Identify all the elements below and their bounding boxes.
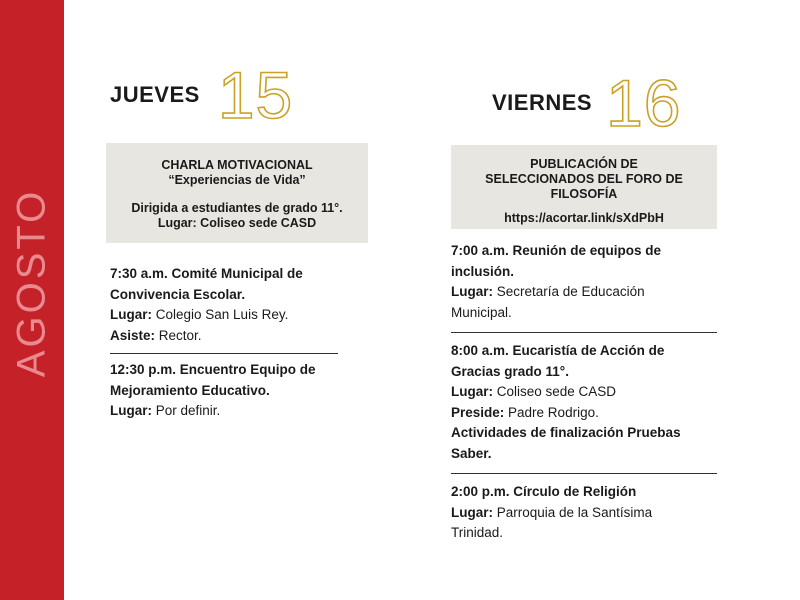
box-place: Lugar: Coliseo sede CASD	[157, 216, 317, 230]
box-link[interactable]: https://acortar.link/sXdPbH	[504, 211, 664, 225]
day-name: JUEVES	[110, 82, 200, 107]
day-header-friday	[492, 66, 682, 140]
event-title: 12:30 p.m. Encuentro Equipo de	[110, 362, 316, 377]
box-line: SELECCIONADOS DEL FORO DE	[485, 172, 683, 186]
event-place	[110, 305, 370, 326]
attend-value: Rector.	[155, 327, 202, 343]
event-title: 2:00 p.m. Círculo de Religión	[451, 484, 637, 499]
day-header-thursday	[110, 58, 294, 132]
event-title: Convivencia Escolar.	[110, 286, 246, 302]
month-sidebar	[0, 0, 64, 600]
event-entry	[110, 264, 370, 346]
event-entry	[451, 341, 719, 464]
event-title: Mejoramiento Educativo.	[110, 382, 270, 398]
box-line: FILOSOFÍA	[550, 187, 618, 201]
event-place-cont: Trinidad.	[451, 525, 504, 540]
divider	[451, 473, 717, 474]
divider	[451, 332, 717, 333]
preside-value: Padre Rodrigo.	[504, 404, 599, 420]
place-value: Por definir.	[152, 403, 221, 418]
place-label: Lugar:	[451, 504, 493, 520]
event-entry	[451, 241, 719, 323]
event-place	[451, 282, 719, 303]
event-extra: Actividades de finalización Pruebas	[451, 425, 681, 440]
events-list-thursday	[110, 264, 370, 422]
featured-event-box	[106, 143, 368, 243]
event-place-cont: Municipal.	[451, 304, 512, 320]
event-place	[451, 382, 719, 403]
box-subtitle: “Experiencias de Vida”	[168, 173, 306, 187]
event-entry	[110, 360, 370, 422]
event-entry	[451, 482, 719, 544]
divider	[110, 353, 338, 354]
event-title: inclusión.	[451, 263, 515, 279]
day-name: VIERNES	[492, 90, 593, 115]
box-title: CHARLA MOTIVACIONAL	[161, 158, 313, 172]
place-label: Lugar:	[451, 384, 493, 399]
event-attendee	[110, 326, 370, 347]
box-line: PUBLICACIÓN DE	[530, 157, 638, 171]
preside-label: Preside:	[451, 404, 505, 420]
event-place	[110, 401, 370, 422]
event-title: 8:00 a.m. Eucaristía de Acción de	[451, 343, 665, 358]
events-list-friday	[451, 241, 719, 544]
place-value: Colegio San Luis Rey.	[152, 307, 289, 322]
month-label: AGOSTO	[9, 188, 54, 378]
event-title: Gracias grado 11°.	[451, 363, 569, 379]
event-title: 7:30 a.m. Comité Municipal de	[110, 266, 303, 281]
place-label: Lugar:	[110, 403, 152, 418]
place-label: Lugar:	[110, 307, 152, 322]
featured-event-box	[451, 145, 717, 229]
day-number: 16	[606, 66, 682, 140]
place-value: Coliseo sede CASD	[493, 384, 617, 399]
place-label: Lugar:	[451, 284, 493, 299]
event-place	[451, 503, 719, 524]
event-title: 7:00 a.m. Reunión de equipos de	[451, 243, 662, 258]
box-audience: Dirigida a estudiantes de grado 11°.	[131, 201, 343, 215]
place-value: Parroquia de la Santísima	[493, 504, 653, 520]
place-value: Secretaría de Educación	[493, 284, 645, 299]
event-presider	[451, 403, 719, 424]
day-number: 15	[217, 58, 294, 132]
event-extra: Saber.	[451, 445, 492, 461]
attend-label: Asiste:	[110, 327, 156, 343]
